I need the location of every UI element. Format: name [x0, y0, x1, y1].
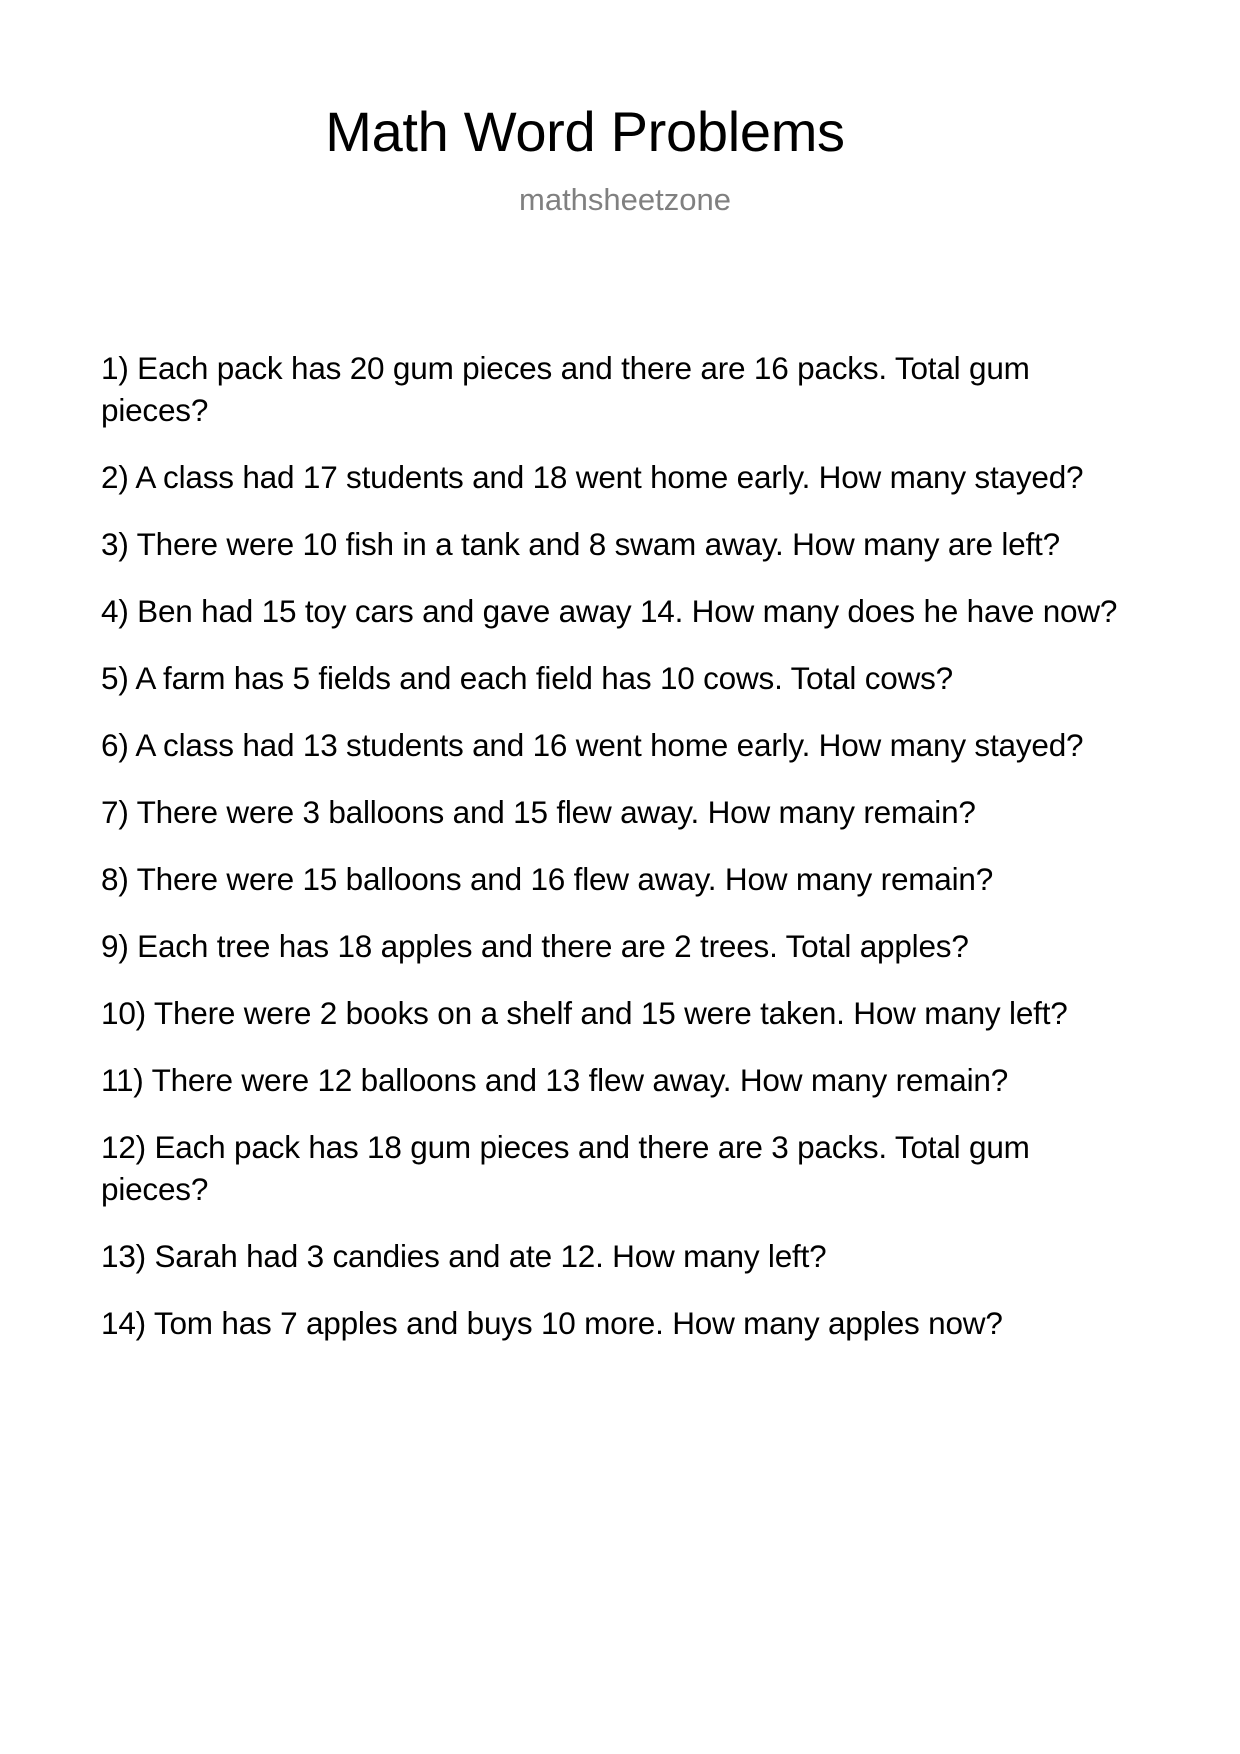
problem-item-8: 8) There were 15 balloons and 16 flew away. How many remain?	[101, 861, 994, 897]
problem-item-5: 5) A farm has 5 fields and each field has 10 cows. Total cows?	[101, 660, 954, 696]
problem-item-7: 7) There were 3 balloons and 15 flew away. How many remain?	[101, 794, 976, 830]
problem-item-12: 12) Each pack has 18 gum pieces and there are 3 packs. Total gum pieces?	[101, 1129, 1030, 1207]
problem-item-11: 11) There were 12 balloons and 13 flew away. How many remain?	[101, 1062, 1009, 1098]
site-name-subtitle: mathsheetzone	[519, 182, 731, 217]
problem-item-10: 10) There were 2 books on a shelf and 15 were taken. How many left?	[101, 995, 1068, 1031]
problem-list	[101, 347, 1141, 1369]
problem-item-13: 13) Sarah had 3 candies and ate 12. How many left?	[101, 1238, 827, 1274]
problem-item-14: 14) Tom has 7 apples and buys 10 more. How many apples now?	[101, 1305, 1003, 1341]
problem-item-9: 9) Each tree has 18 apples and there are 2 trees. Total apples?	[101, 928, 969, 964]
problem-item-3: 3) There were 10 fish in a tank and 8 swam away. How many are left?	[101, 526, 1060, 562]
problem-item-2: 2) A class had 17 students and 18 went home early. How many stayed?	[101, 459, 1084, 495]
problem-item-1: 1) Each pack has 20 gum pieces and there are 16 packs. Total gum pieces?	[101, 350, 1030, 428]
page-title: Math Word Problems	[325, 100, 845, 163]
problem-item-6: 6) A class had 13 students and 16 went home early. How many stayed?	[101, 727, 1084, 763]
problem-item-4: 4) Ben had 15 toy cars and gave away 14. How many does he have now?	[101, 593, 1118, 629]
